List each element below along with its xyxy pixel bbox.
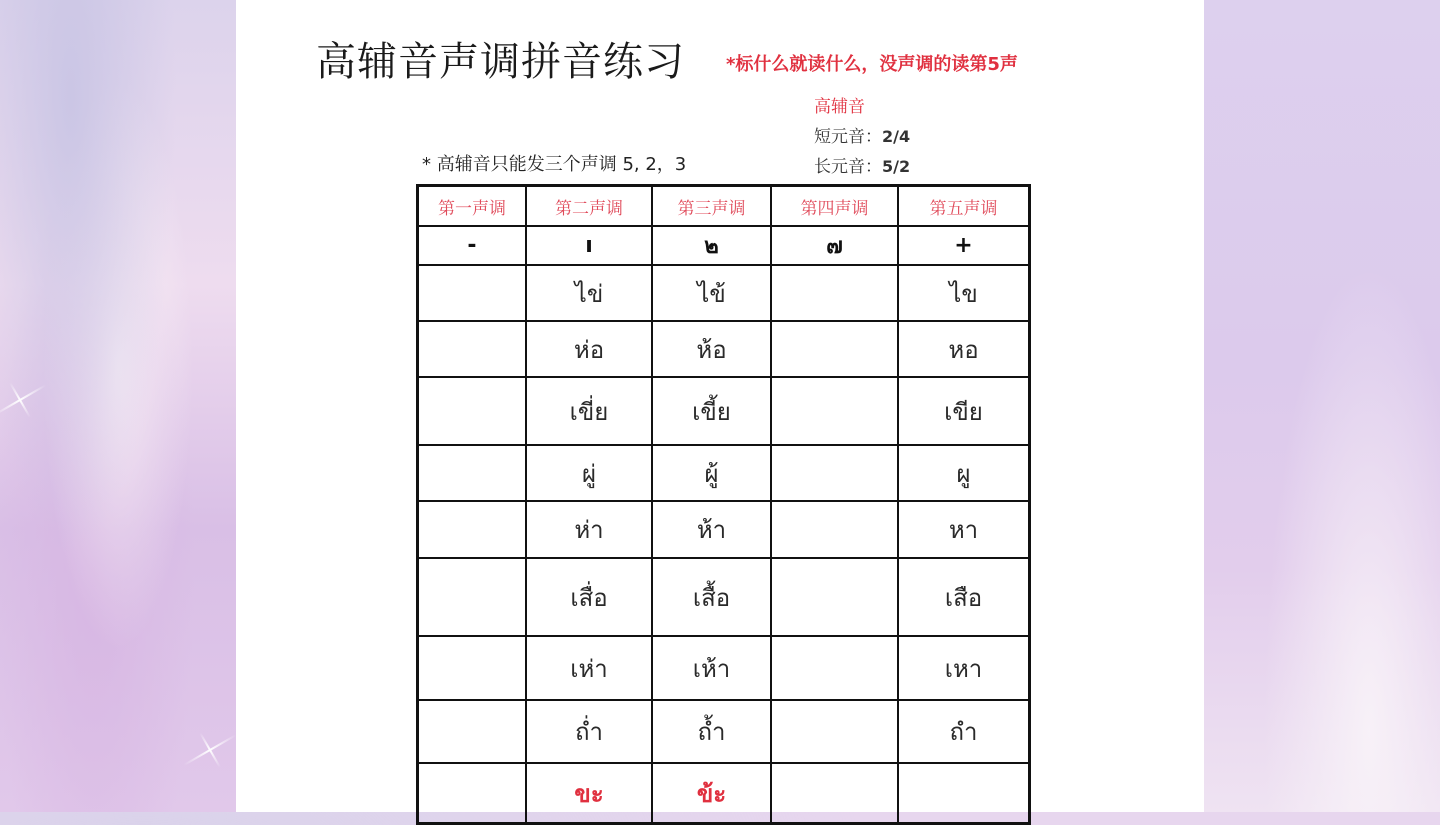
table-cell: [771, 377, 898, 445]
table-cell: [418, 321, 527, 377]
table-cell: ถ้ำ: [652, 700, 771, 763]
table-cell: [898, 763, 1030, 824]
table-cell: เสื้อ: [652, 558, 771, 636]
table-cell: ห่า: [526, 501, 652, 558]
table-cell: ห่อ: [526, 321, 652, 377]
table-cell: [418, 265, 527, 321]
page-title: 高辅音声调拼音练习: [316, 39, 685, 85]
table-cell: [771, 501, 898, 558]
table-cell: ขะ: [526, 763, 652, 824]
header-tone-2: 第二声调: [526, 186, 652, 227]
table-cell: เห่า: [526, 636, 652, 700]
table-row: [418, 265, 1030, 321]
table-cell: เขีย: [898, 377, 1030, 445]
table-cell: ถำ: [898, 700, 1030, 763]
header-tone-3: 第三声调: [652, 186, 771, 227]
short-vowel-value: 2/4: [882, 127, 911, 146]
table-row: [418, 558, 1030, 636]
vowel-length-note: [814, 93, 910, 182]
table-cell: ผู้: [652, 445, 771, 501]
table-cell: ไข้: [652, 265, 771, 321]
table-cell: [418, 636, 527, 700]
header-tone-1: 第一声调: [418, 186, 527, 227]
table-cell: เหา: [898, 636, 1030, 700]
tone-mark-4: ๗: [771, 226, 898, 265]
table-cell: ข้ะ: [652, 763, 771, 824]
table-cell: เห้า: [652, 636, 771, 700]
table-cell: เสือ: [898, 558, 1030, 636]
table-cell: หอ: [898, 321, 1030, 377]
table-cell: [418, 501, 527, 558]
table-cell: [418, 700, 527, 763]
table-cell: [418, 558, 527, 636]
table-row: [418, 636, 1030, 700]
table-cell: [771, 265, 898, 321]
sparkle-icon: [0, 370, 50, 430]
header-tone-4: 第四声调: [771, 186, 898, 227]
practice-rows: [418, 265, 1030, 824]
table-cell: เขี้ย: [652, 377, 771, 445]
table-cell: ห้า: [652, 501, 771, 558]
table-cell: เขี่ย: [526, 377, 652, 445]
table-cell: [418, 763, 527, 824]
table-row: [418, 445, 1030, 501]
tone-mark-3: ๒: [652, 226, 771, 265]
table-cell: [771, 558, 898, 636]
tone-mark-1: -: [418, 226, 527, 265]
slide: [236, 0, 1204, 812]
header-tone-5: 第五声调: [898, 186, 1030, 227]
tone-mark-5: +: [898, 226, 1030, 265]
header-row: [418, 186, 1030, 227]
long-vowel-label: 长元音：: [814, 157, 882, 177]
table-row: [418, 377, 1030, 445]
background-right-panel: [1204, 0, 1440, 812]
table-row: [418, 763, 1030, 824]
long-vowel-value: 5/2: [882, 157, 911, 176]
tone-mark-2: ı: [526, 226, 652, 265]
table-cell: [771, 763, 898, 824]
tone-mark-row: [418, 226, 1030, 265]
table-cell: ไข่: [526, 265, 652, 321]
table-cell: [418, 377, 527, 445]
table-cell: [771, 445, 898, 501]
table-cell: [418, 445, 527, 501]
table-cell: ห้อ: [652, 321, 771, 377]
table-cell: ผู่: [526, 445, 652, 501]
background-left-panel: [0, 0, 236, 812]
table-cell: [771, 700, 898, 763]
long-vowel-line: [814, 152, 910, 182]
table-cell: เสื่อ: [526, 558, 652, 636]
table-row: [418, 700, 1030, 763]
table-cell: ผู: [898, 445, 1030, 501]
short-vowel-line: [814, 122, 910, 152]
table-cell: ไข: [898, 265, 1030, 321]
rule-note: *标什么就读什么，没声调的读第5声: [726, 54, 1018, 75]
table-cell: หา: [898, 501, 1030, 558]
tone-note: * 高辅音只能发三个声调 5, 2，3: [422, 154, 687, 175]
table-cell: [771, 636, 898, 700]
side-note-heading: 高辅音: [814, 97, 865, 117]
table-row: [418, 321, 1030, 377]
short-vowel-label: 短元音：: [814, 127, 882, 147]
table-cell: [771, 321, 898, 377]
sparkle-icon: [180, 720, 240, 780]
tone-table: [416, 184, 1031, 825]
table-cell: ถ่ำ: [526, 700, 652, 763]
table-row: [418, 501, 1030, 558]
